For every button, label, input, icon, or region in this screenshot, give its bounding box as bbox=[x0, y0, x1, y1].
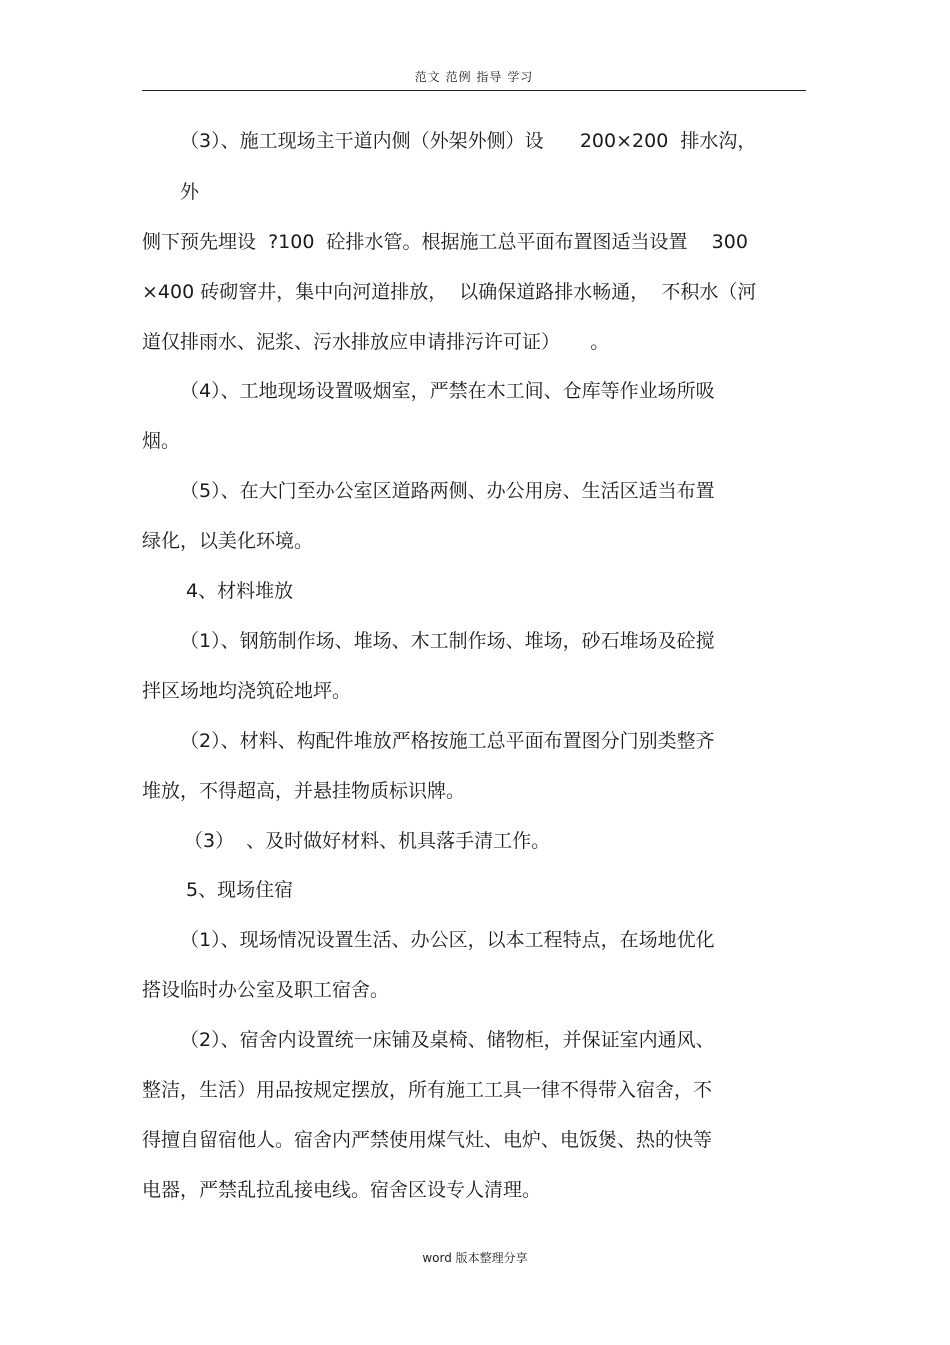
text-line: （2）、宿舍内设置统一床铺及桌椅、储物柜，并保证室内通风、 bbox=[180, 1029, 715, 1051]
text-line: 搭设临时办公室及职工宿舍。 bbox=[142, 979, 390, 1001]
page-header bbox=[142, 66, 806, 91]
text-line: ×400 砖砌窨井，集中向河道排放， 以确保道路排水畅通， 不积水（河 bbox=[142, 281, 757, 303]
text-line: 外 bbox=[180, 181, 200, 203]
text-line: （3） 、及时做好材料、机具落手清工作。 bbox=[184, 830, 551, 852]
text-line: （2）、材料、构配件堆放严格按施工总平面布置图分门别类整齐 bbox=[180, 730, 715, 752]
text-line: 堆放，不得超高，并悬挂物质标识牌。 bbox=[142, 780, 466, 802]
text-line: 电器，严禁乱拉乱接电线。宿舍区设专人清理。 bbox=[142, 1179, 542, 1201]
page-footer: word 版本整理分享 bbox=[422, 1251, 528, 1265]
text-line: 烟。 bbox=[142, 430, 181, 452]
text-line: 整洁，生活）用品按规定摆放，所有施工工具一律不得带入宿舍，不 bbox=[142, 1079, 713, 1101]
text-line: 拌区场地均浇筑砼地坪。 bbox=[142, 680, 352, 702]
text-line: （4）、工地现场设置吸烟室，严禁在木工间、仓库等作业场所吸 bbox=[180, 380, 715, 402]
section-heading: 4、材料堆放 bbox=[186, 580, 294, 602]
text-line: （3）、施工现场主干道内侧（外架外侧）设 200×200 排水沟， bbox=[180, 130, 757, 152]
text-line: 得擅自留宿他人。宿舍内严禁使用煤气灶、电炉、电饭煲、热的快等 bbox=[142, 1129, 713, 1151]
text-line: （1）、钢筋制作场、堆场、木工制作场、堆场，砂石堆场及砼搅 bbox=[180, 630, 715, 652]
text-line: 道仅排雨水、泥浆、污水排放应申请排污许可证） 。 bbox=[142, 331, 610, 353]
header-text: 范文 范例 指导 学习 bbox=[414, 70, 534, 84]
text-line: 侧下预先埋设 ?100 砼排水管。根据施工总平面布置图适当设置 300 bbox=[142, 231, 748, 253]
text-line: 绿化，以美化环境。 bbox=[142, 530, 314, 552]
text-line: （5）、在大门至办公室区道路两侧、办公用房、生活区适当布置 bbox=[180, 480, 715, 502]
section-heading: 5、现场住宿 bbox=[186, 879, 294, 901]
text-line: （1）、现场情况设置生活、办公区，以本工程特点，在场地优化 bbox=[180, 929, 715, 951]
